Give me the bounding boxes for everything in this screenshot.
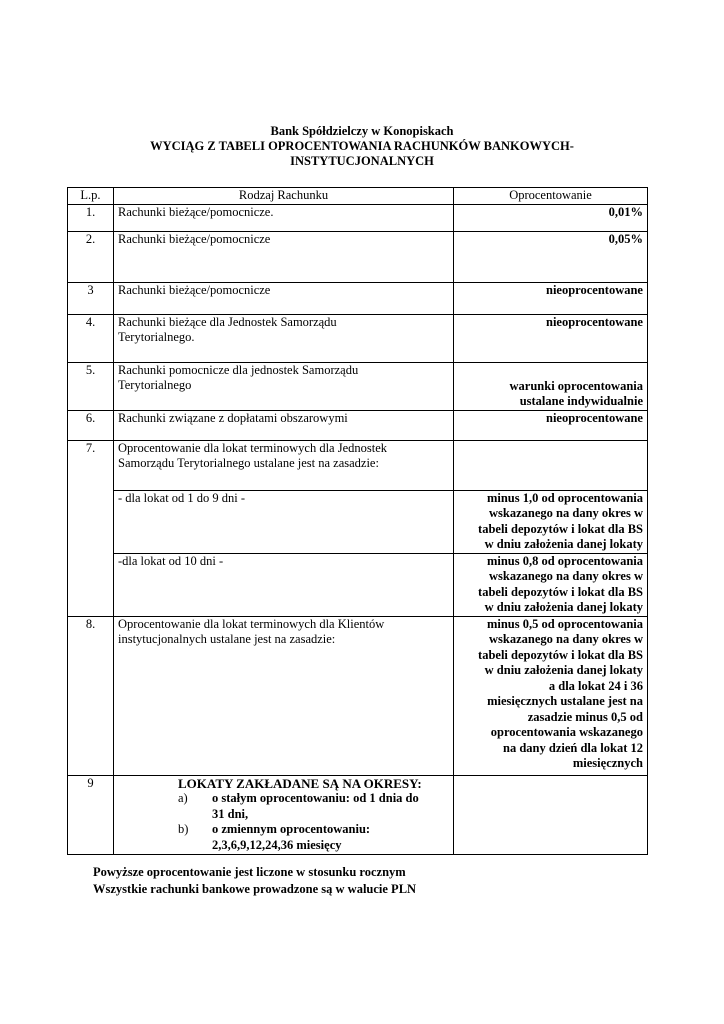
account-type	[114, 616, 454, 775]
table-row	[68, 775, 648, 854]
row-number: 7.	[68, 440, 114, 490]
row-number-empty	[68, 553, 114, 616]
interest-rate-line: minus 0,5 od oprocentowania	[486, 616, 643, 631]
table-row	[68, 410, 648, 440]
interest-rate	[454, 616, 648, 775]
interest-rate-line: w dniu założenia danej lokaty	[484, 600, 643, 614]
interest-rate-line: w dniu założenia danej lokaty	[484, 663, 643, 677]
list-item-line: 31 dni,	[212, 806, 249, 821]
row-number: 6.	[68, 410, 114, 440]
row-number: 3	[68, 282, 114, 314]
interest-rates-table	[67, 187, 648, 855]
account-type-line: Terytorialnego	[118, 378, 192, 392]
list-item-text	[212, 791, 449, 822]
table-row	[68, 362, 648, 410]
footer-note: Wszystkie rachunki bankowe prowadzone są w walucie PLN	[93, 882, 417, 896]
interest-rate: 0,05%	[454, 231, 648, 282]
account-type: -dla lokat od 10 dni -	[114, 553, 454, 616]
row-number: 1.	[68, 204, 114, 231]
account-type: Rachunki bieżące/pomocnicze	[114, 282, 454, 314]
table-row	[68, 282, 648, 314]
account-type: - dla lokat od 1 do 9 dni -	[114, 490, 454, 553]
interest-rate-line: miesięcznych ustalane jest na	[487, 694, 643, 708]
interest-rate-line: na dany dzień dla lokat 12	[503, 740, 643, 755]
account-type-line: Rachunki bieżące dla Jednostek Samorządu	[118, 314, 337, 329]
column-header-lp: L.p.	[68, 188, 114, 205]
interest-rate-line: minus 0,8 od oprocentowania	[486, 553, 643, 568]
interest-rate	[454, 553, 648, 616]
table-row	[68, 314, 648, 362]
table-row	[68, 490, 648, 553]
account-type	[114, 362, 454, 410]
interest-rate-empty	[454, 775, 648, 854]
account-type-line: Oprocentowanie dla lokat terminowych dla Klientów	[118, 616, 385, 631]
interest-rate: 0,01%	[454, 204, 648, 231]
interest-rate-line: zasadzie minus 0,5 od	[527, 709, 643, 724]
interest-rate-line: w dniu założenia danej lokaty	[484, 537, 643, 551]
list-item-line: o stałym oprocentowaniu: od 1 dnia do	[212, 791, 419, 805]
footer-note: Powyższe oprocentowanie jest liczone w stosunku rocznym	[93, 865, 406, 879]
account-type-line: Rachunki pomocnicze dla jednostek Samorządu	[118, 362, 359, 377]
list-marker: a)	[178, 791, 188, 805]
account-type-line: Samorządu Terytorialnego ustalane jest na zasadzie:	[118, 456, 379, 470]
table-row	[68, 616, 648, 775]
interest-rate-line: tabeli depozytów i lokat dla BS	[478, 647, 643, 662]
row-number-empty	[68, 490, 114, 553]
account-type	[114, 440, 454, 490]
interest-rate: nieoprocentowane	[454, 282, 648, 314]
document-title-line1: WYCIĄG Z TABELI OPROCENTOWANIA RACHUNKÓW BANKOWYCH-	[150, 139, 574, 153]
table-row	[68, 231, 648, 282]
interest-rate-line: oprocentowania wskazanego	[490, 725, 643, 739]
interest-rate-line: a dla lokat 24 i 36	[548, 678, 643, 693]
column-header-account-type: Rodzaj Rachunku	[114, 188, 454, 205]
deposit-periods	[114, 775, 454, 854]
table-row	[68, 553, 648, 616]
interest-rate-line: warunki oprocentowania	[509, 378, 643, 393]
bank-name: Bank Spółdzielczy w Konopiskach	[270, 124, 454, 138]
account-type: Rachunki bieżące/pomocnicze.	[114, 204, 454, 231]
account-type-line: Oprocentowanie dla lokat terminowych dla Jednostek	[118, 440, 388, 455]
interest-rate: nieoprocentowane	[454, 314, 648, 362]
interest-rate-line: wskazanego na dany okres w	[489, 506, 643, 520]
interest-rate	[454, 362, 648, 410]
account-type-line: instytucjonalnych ustalane jest na zasadzie:	[118, 632, 336, 646]
interest-rate-line: minus 1,0 od oprocentowania	[486, 490, 643, 505]
interest-rate	[454, 490, 648, 553]
interest-rate-line: tabeli depozytów i lokat dla BS	[478, 521, 643, 536]
table-row	[68, 204, 648, 231]
table-row	[68, 440, 648, 490]
row-number: 4.	[68, 314, 114, 362]
row-number: 2.	[68, 231, 114, 282]
row-number: 8.	[68, 616, 114, 775]
row-number: 5.	[68, 362, 114, 410]
interest-rate-line: tabeli depozytów i lokat dla BS	[478, 584, 643, 599]
account-type: Rachunki związane z dopłatami obszarowymi	[114, 410, 454, 440]
list-item	[118, 822, 449, 853]
interest-rate-empty	[454, 440, 648, 490]
deposit-periods-title: LOKATY ZAKŁADANE SĄ NA OKRESY:	[178, 775, 422, 791]
table-header-row	[68, 188, 648, 205]
list-item-text	[212, 822, 449, 853]
account-type-line: Terytorialnego.	[118, 330, 195, 344]
interest-rate-line: wskazanego na dany okres w	[489, 569, 643, 583]
list-item	[118, 791, 449, 822]
account-type: Rachunki bieżące/pomocnicze	[114, 231, 454, 282]
list-item-line: o zmiennym oprocentowaniu:	[212, 822, 371, 836]
account-type	[114, 314, 454, 362]
column-header-interest: Oprocentowanie	[454, 188, 648, 205]
interest-rate-line: ustalane indywidualnie	[519, 394, 643, 408]
row-number: 9	[68, 775, 114, 854]
list-marker: b)	[178, 822, 189, 836]
list-item-line: 2,3,6,9,12,24,36 miesięcy	[212, 837, 342, 852]
interest-rate-line: wskazanego na dany okres w	[489, 632, 643, 646]
footer-notes	[93, 864, 416, 898]
interest-rate: nieoprocentowane	[454, 410, 648, 440]
document-title-line2: INSTYTUCJONALNYCH	[290, 154, 434, 168]
interest-rate-line: miesięcznych	[572, 756, 643, 770]
